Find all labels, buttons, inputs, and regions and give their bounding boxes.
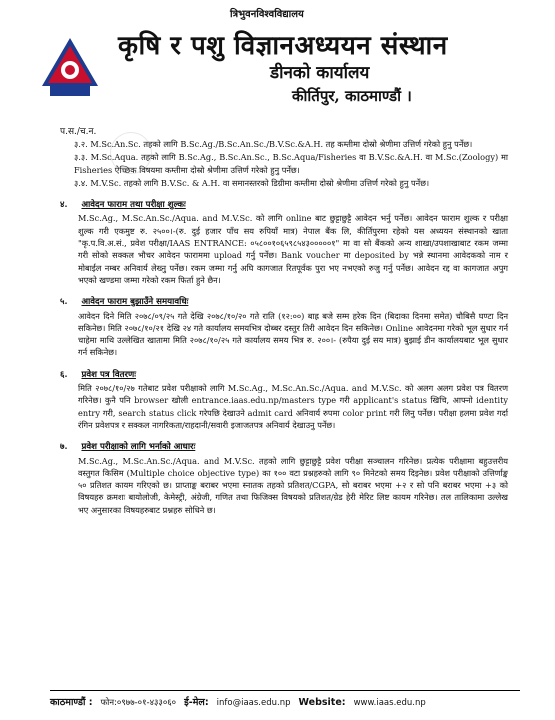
- document-body: [60, 138, 508, 517]
- criteria-item: ३.२. M.Sc.An.Sc. तहको लागि B.Sc.Ag./B.Sc.An.Sc./B.V.Sc.&A.H. तह कम्तीमा दोस्रो श्रेणीमा उत्तिर्ण गरेको हुनु पर्नेछ।: [74, 139, 473, 149]
- institute-name: कृषि र पशु विज्ञानअध्ययन संस्थान: [118, 31, 448, 61]
- footer-city: काठमाण्डौं :: [50, 697, 93, 708]
- university-emblem-icon: [40, 36, 100, 100]
- footer-email-label: ई-मेल:: [184, 697, 209, 708]
- section-heading: ४. आवेदन फाराम तथा परीक्षा शुल्कः: [60, 200, 186, 211]
- section-heading: ५. आवेदन फाराम बुझाउँने समयावधिः: [60, 297, 189, 308]
- letterhead: [0, 0, 555, 120]
- footer-website[interactable]: www.iaas.edu.np: [353, 698, 426, 708]
- section-heading: ७. प्रवेश परीक्षाको लागि भर्नाको आधारः: [60, 442, 196, 453]
- section-text: M.Sc.Ag., M.Sc.An.Sc./Aqua. and M.V.Sc. तहको लागि छुट्टाछुट्टै प्रवेश परीक्षा सञ्चालन गरिनेछ। प्रत्येक परीक्षामा बहुउत्तरीय वस्तुगत किसिम (Multiple choice objective type) का १०० वटा प्रश्नहरुको लागि ९० मिनेटको समय दिइनेछ। प्रवेश परीक्षाको उत्तिर्णाङ्क ५० प्रतिशत कायम गरिएको छ। प्राप्ताङ्क बराबर भएमा स्नातक तहको प्रतिशत/CGPA, सो बराबर भएमा +२ र सो पनि बराबर भएमा +३ को विषयहरु क्रमशः बायोलोजी, केमेस्ट्री, अंग्रेजी, गणित तथा फिजिक्स विषयको प्रतिशत/ग्रेड हेरी मेरिट लिष्ट कायम गरिनेछ। तल तालिकामा उल्लेख भए अनुसारका विषयहरुबाट प्रश्नहरु सोधिने छ।: [78, 455, 508, 515]
- university-name: त्रिभुवनविश्वविद्यालय: [230, 9, 304, 20]
- section-heading: ६. प्रवेश पत्र वितरणः: [60, 369, 136, 380]
- criteria-item: ३.४. M.V.Sc. तहको लागि B.V.Sc. & A.H. वा समानस्तरको डिग्रीमा कम्तीमा दोस्रो श्रेणीमा उत्तिर्ण गरेको हुनु पर्नेछ।: [74, 177, 430, 188]
- section-text: M.Sc.Ag., M.Sc.An.Sc./Aqua. and M.V.Sc. को लागि online बाट छुट्टाछुट्टै आवेदन भर्नु पर्नेछ। आवेदन फाराम शुल्क र परीक्षा शुल्क गरी एकमुष्ट रु. २५००।-(रु. दुई हजार पाँच सय रुपियाँ मात्र) नेपाल बैंक लि, कीर्तिपुरमा रहेको यस अध्ययन संस्थानको खाता "कृ.प.वि.अ.सं., प्रवेश परीक्षा/IAAS ENTRANCE: ०५८००१०६५९८५४३०००००१" मा वा सो बैंकको अन्य शाखा/उपशाखाबाट रकम जम्मा गरी सोको सक्कल भौचर आवेदन फाराममा upload गर्नु पर्नेछ। Bank voucher मा deposited by भन्ने स्थानमा आवेदकको नाम र मोबाईल नम्बर अनिवार्य लेख्नु पर्नेछ। रकम जम्मा गर्नु अघि कागजात रितपूर्वक पुरा भए नभएको रुजु गर्नु पर्नेछ। आवेदन रद्द वा कागजात अपुग भएको खण्डमा जम्मा गरेको रकम फिर्ता हुने छैन।: [78, 213, 508, 285]
- footer: [50, 690, 520, 708]
- footer-email[interactable]: info@iaas.edu.np: [216, 698, 291, 708]
- office-location: कीर्तिपुर, काठमाण्डौं ।: [292, 87, 412, 105]
- criteria-item: ३.३. M.Sc.Aqua. तहको लागि B.Sc.Ag., B.Sc.An.Sc., B.Sc.Aqua/Fisheries वा B.V.Sc.&A.H. वा M.Sc.(Zoology) मा Fisheries ऐच्छिक विषयमा कम्तीमा दोस्रो श्रेणीमा उत्तिर्ण गरेको हुनु पर्नेछ।: [74, 152, 508, 175]
- section-text: मिति २०७८/१०/२७ गतेबाट प्रवेश परीक्षाको लागि M.Sc.Ag., M.Sc.An.Sc./Aqua. and M.V.Sc. को अलग अलग प्रवेश पत्र वितरण गरिनेछ। कुनै पनि browser खोली entrance.iaas.edu.np/masters type गरी applicant's status खिचि, आफ्नो identity entry गरी, search status click गरेपछि देखाउने admit card अनिवार्य रुपमा color print गरी लिनु पर्नेछ। परीक्षा हलमा प्रवेश गर्दा रंगिन प्रवेशपत्र र सक्कल नागरिकता/राहदानी/सवारी इजाजतपत्र अनिवार्य देखाउनु पर्नेछ।: [78, 383, 508, 430]
- section-text: आवेदन दिने मिति २०७८/०९/२५ गते देखि २०७८/१०/२० गते राति (१२:००) बाह्र बजे सम्म हरेक दिन (बिदाका दिनमा समेत) चौबिसै घण्टा दिन सकिनेछ। मिति २०७८/१०/२१ देखि २४ गते कार्यालय समयभित्र दोब्बर दस्तुर तिरी आवेदन दिन सकिनेछ। Online आवेदनमा गरेको भूल सुधार गर्न चाहेमा माथि उल्लेखित खातामा मिति २०७८/१०/२५ गते कार्यालय समय भित्र रु. २००।- (रुपैया दुई सय मात्र) बुझाई डीन कार्यालयबाट भूल सुधार गर्न सकिनेछ।: [78, 310, 508, 358]
- office-name: डीनको कार्यालय: [270, 63, 370, 83]
- footer-website-label: Website:: [298, 697, 346, 708]
- footer-phone: फोन:०९७७-०१-४३३०६०: [100, 698, 177, 708]
- reference-number: प.स./च.न.: [60, 127, 97, 137]
